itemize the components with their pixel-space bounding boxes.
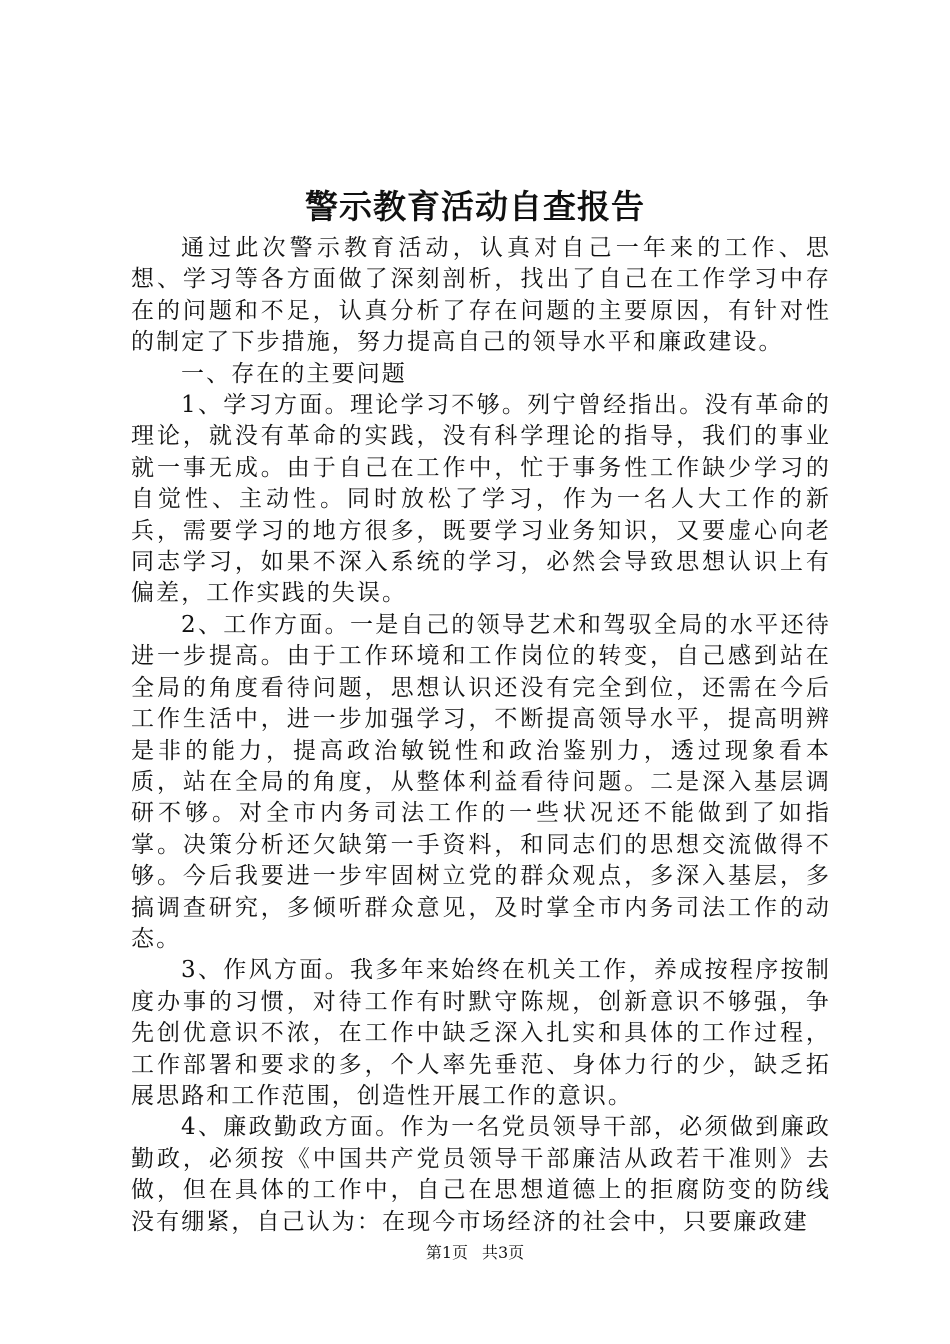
section-heading-main-problems: 一、存在的主要问题 [181,360,407,387]
document-body [131,233,831,1238]
page-footer [0,1243,950,1263]
paragraph-work: 2、工作方面。一是自己的领导艺术和驾驭全局的水平还待进一步提高。由于工作环境和工作岗位的转变，自己感到站在全局的角度看待问题，思想认识还没有完全到位，还需在今后工作生活中，进一步加强学习，不断提高领导水平，提高明辨是非的能力，提高政治敏锐性和政治鉴别力，透过现象看本质，站在全局的角度，从整体利益看待问题。二是深入基层调研不够。对全市内务司法工作的一些状况还不能做到了如指掌。决策分析还欠缺第一手资料，和同志们的思想交流做得不够。今后我要进一步牢固树立党的群众观点，多深入基层，多搞调查研究，多倾听群众意见，及时掌全市内务司法工作的动态。 [131,611,831,952]
intro-paragraph: 通过此次警示教育活动，认真对自己一年来的工作、思想、学习等各方面做了深刻剖析，找出了自己在工作学习中存在的问题和不足，认真分析了存在问题的主要原因，有针对性的制定了下步措施，努力提高自己的领导水平和廉政建设。 [131,235,831,356]
paragraph-style: 3、作风方面。我多年来始终在机关工作，养成按程序按制度办事的习惯，对待工作有时默守陈规，创新意识不够强，争先创优意识不浓，在工作中缺乏深入扎实和具体的工作过程，工作部署和要求的多，个人率先垂范、身体力行的少，缺乏拓展思路和工作范围，创造性开展工作的意识。 [131,957,831,1109]
document-title: 警示教育活动自查报告 [305,187,645,226]
page-total: 共3页 [482,1243,525,1262]
paragraph-study: 1、学习方面。理论学习不够。列宁曾经指出。没有革命的理论，就没有革命的实践，没有科学理论的指导，我们的事业就一事无成。由于自己在工作中，忙于事务性工作缺少学习的自觉性、主动性。同时放松了学习，作为一名人大工作的新兵，需要学习的地方很多，既要学习业务知识，又要虚心向老同志学习，如果不深入系统的学习，必然会导致思想认识上有偏差，工作实践的失误。 [131,392,831,607]
paragraph-integrity: 4、廉政勤政方面。作为一名党员领导干部，必须做到廉政勤政，必须按《中国共产党员领导干部廉洁从政若干准则》去做，但在具体的工作中，自己在思想道德上的拒腐防变的防线没有绷紧，自己认为：在现今市场经济的社会中，只要廉政建 [131,1114,831,1235]
page-number: 第1页 [425,1243,468,1262]
